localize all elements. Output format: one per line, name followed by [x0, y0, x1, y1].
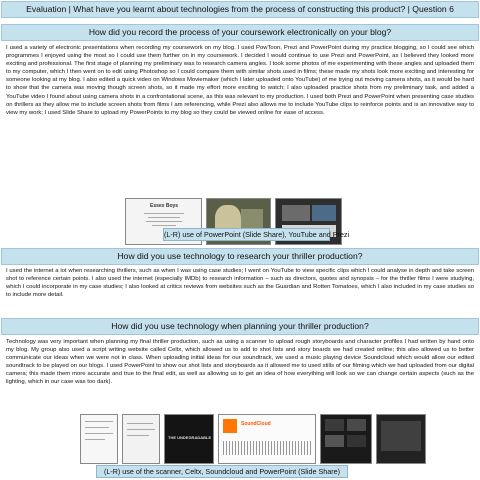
celtx-image[interactable] — [164, 414, 214, 464]
section-heading-research: How did you use technology to research your thriller production? — [1, 248, 479, 265]
section-heading-recording: How did you record the process of your coursework electronically on your blog? — [1, 24, 479, 41]
section-body-recording: I used a variety of electronic presentations when recording my coursework on my blog. I used PowToon, Prezi and PowerPoint during my practice blogging, so I could see which programmes I enjoyed using the most so I could use them further on in my coursework. I decided I would continue to use Prezi and PowerPoint, as I believed they looked more exciting and professional. The first stage of planning my preliminary was to research camera angles. I took some photos of me experimenting with these angles and uploaded them to my computer, which I then went on to edit using Photoshop so I could compare them with similar shots used in films; these made my shots look more exciting and interesting for someone looking at my blog. I also edited a quick video on Windows Moviemaker (which I later uploaded onto YouTube) of me trying out moving camera shots, as it would be hard to show that the camera was moving though screen shots, so it made my effort more exciting to watch; I also uploaded practice shots from my preliminary task, and added a YouTube video I found about using camera shots in a confrontational scene, as this was relevant to my production. I used both Prezi and PowerPoint when presenting case studies on thrillers as they allow me to include screen shots from films I am referencing, while Prezi also allows me to include YouTube clips to reinforce points and is an innovative way to view my work; I used Slide Share to upload my PowerPoints to my blog so they could be viewed online for ease of access. — [6, 45, 474, 116]
powerpoint-shotlist-image[interactable] — [376, 414, 426, 464]
slide-title: Essex Boys — [150, 203, 179, 209]
page-header: Evaluation | What have you learnt about technologies from the process of constructing this product? | Question 6 — [1, 1, 479, 18]
soundcloud-label: SoundCloud — [241, 421, 271, 427]
powerpoint-storyboard-image[interactable] — [320, 414, 372, 464]
caption-planning: (L-R) use of the scanner, Celtx, Soundcloud and PowerPoint (Slide Share) — [96, 465, 348, 478]
film-title: THE UNDEGRADABLE — [168, 435, 212, 440]
scanned-profile-image[interactable] — [122, 414, 160, 464]
section-body-planning: Technology was very important when planning my final thriller production, such as using a scanner to upload rough storyboards and character profiles I had written by hand onto my blog. My group also used a script writing website called Celtx, which allowed us to add to shot lists and story boards we had created online; this also allowed us to better communicate our ideas when we were not in class. When uploading initial ideas for our soundtrack, we used a music playing device Soundcloud which would allow our edited soundtrack to be played on our blogs. I used PowerPoint to show our shot lists and storyboards as it allowed me to used stills of our filming which we had uploaded from our digital camera; this made them more accurate and true to the final edit, as well as allowing us to get an idea of how everything will look so we can change certain aspects (such as the lighting, which in our case was too dark). — [6, 339, 474, 386]
soundcloud-image[interactable] — [218, 414, 316, 464]
caption-recording: (L-R) use of PowerPoint (Slide Share), YouTube and Prezi — [164, 230, 350, 239]
section-body-research: I used the internet a lot when researching thrillers, such as when I was using case studies; I went on YouTube to view specific clips which I could analyse in depth and take screen shot to reference certain points. I also used the internet (especially IMDb) to research information – such as directors, quotes and synopsis – for the thriller films I were studying, which I could incorporate in my case studies; I also looked at critics reviews from websites such as the Guardian and Rotten Tomatoes, which I also included in my case studies so to include more detail. — [6, 268, 474, 299]
section-heading-planning: How did you use technology when planning your thriller production? — [1, 318, 479, 335]
image-row-planning — [80, 414, 426, 464]
scanned-storyboard-image[interactable] — [80, 414, 118, 464]
